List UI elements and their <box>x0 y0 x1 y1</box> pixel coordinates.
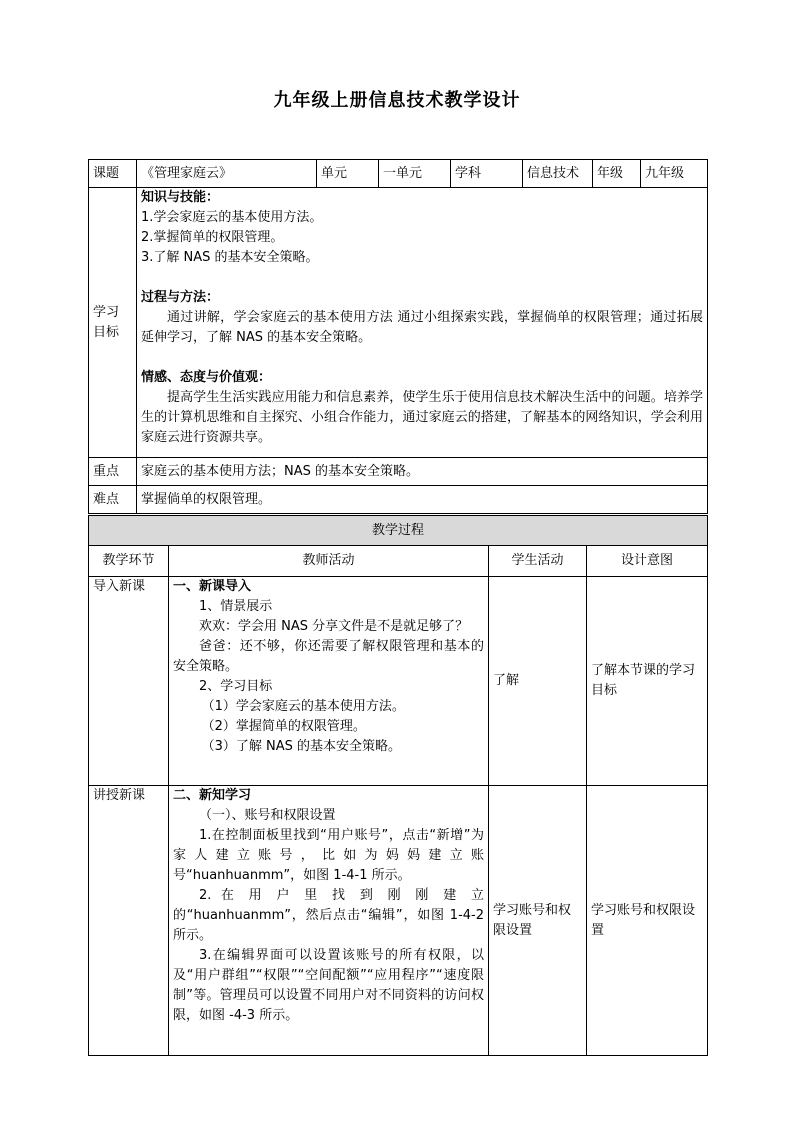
objectives-label: 学习 目标 <box>89 188 137 458</box>
grade-label: 年级 <box>593 160 641 188</box>
difficult-label: 难点 <box>89 486 137 514</box>
knowledge-item: 3.了解 NAS 的基本安全策略。 <box>141 250 319 265</box>
knowledge-item: 1.学会家庭云的基本使用方法。 <box>141 210 323 225</box>
student-activity: 了解 <box>489 577 587 786</box>
process-title: 教学过程 <box>89 516 708 546</box>
topic-label: 课题 <box>89 160 137 188</box>
teaching-process-table <box>88 515 708 1056</box>
topic-value: 《管理家庭云》 <box>137 160 317 188</box>
design-intent: 学习账号和权限设置 <box>587 786 708 1056</box>
header-student: 学生活动 <box>489 546 587 577</box>
stage-cell: 讲授新课 <box>89 786 169 1056</box>
process-text: 通过讲解，学会家庭云的基本使用方法 通过小组探索实践，掌握倘单的权限管理；通过拓展延伸学习，了解 NAS 的基本安全策略。 <box>141 310 703 345</box>
header-intent: 设计意图 <box>587 546 708 577</box>
attitude-text: 提高学生生活实践应用能力和信息素养，使学生乐于使用信息技术解决生活中的问题。培养学生的计算机思维和自主探究、小组合作能力，通过家庭云的搭建，了解基本的网络知识，学会利用家庭云进行资源共享。 <box>141 390 703 445</box>
grade-value: 九年级 <box>641 160 708 188</box>
difficult-value: 掌握倘单的权限管理。 <box>137 486 708 514</box>
unit-label: 单元 <box>317 160 379 188</box>
teacher-activity: 二、新知学习 （一）、账号和权限设置 1.在控制面板里找到“用户账号”，点击“新增”为家人建立账号，比如为妈妈建立账号“huanhuanmm”，如图 1-4-1 所示。 2. 在 用 户 里 找 到 刚 刚 建 立 的“huanhuanmm”，然后点击“编辑”，如图 1-4-2 所示。 3.在编辑界面可以设置该账号的所有权限，以及“用户群组”“权限”“空间配额”“应用程序”“速度限制”等。管理员可以设置不同用户对不同资料的访问权限，如图 -4-3 所示。 <box>169 786 489 1056</box>
header-stage: 教学环节 <box>89 546 169 577</box>
knowledge-heading: 知识与技能： <box>141 190 220 205</box>
key-value: 家庭云的基本使用方法；NAS 的基本安全策略。 <box>137 458 708 486</box>
design-intent: 了解本节课的学习目标 <box>587 577 708 786</box>
knowledge-item: 2.掌握简单的权限管理。 <box>141 230 284 245</box>
subject-label: 学科 <box>451 160 523 188</box>
key-label: 重点 <box>89 458 137 486</box>
header-teacher: 教师活动 <box>169 546 489 577</box>
objectives-content <box>137 188 708 458</box>
course-info-table <box>88 159 708 514</box>
subject-value: 信息技术 <box>523 160 593 188</box>
unit-value: 一单元 <box>379 160 451 188</box>
student-activity: 学习账号和权限设置 <box>489 786 587 1056</box>
process-heading: 过程与方法： <box>141 290 220 305</box>
document-title: 九年级上册信息技术教学设计 <box>273 90 521 111</box>
stage-cell: 导入新课 <box>89 577 169 786</box>
attitude-heading: 情感、态度与价值观： <box>141 370 272 385</box>
teacher-activity: 一、新课导入 1、情景展示 欢欢：学会用 NAS 分享文件是不是就足够了？ 爸爸：还不够，你还需要了解权限管理和基本的安全策略。 2、学习目标 （1）学会家庭云的基本使用方法。 （2）掌握简单的权限管理。 （3）了解 NAS 的基本安全策略。 <box>169 577 489 786</box>
table-row <box>89 786 708 1056</box>
table-row <box>89 577 708 786</box>
